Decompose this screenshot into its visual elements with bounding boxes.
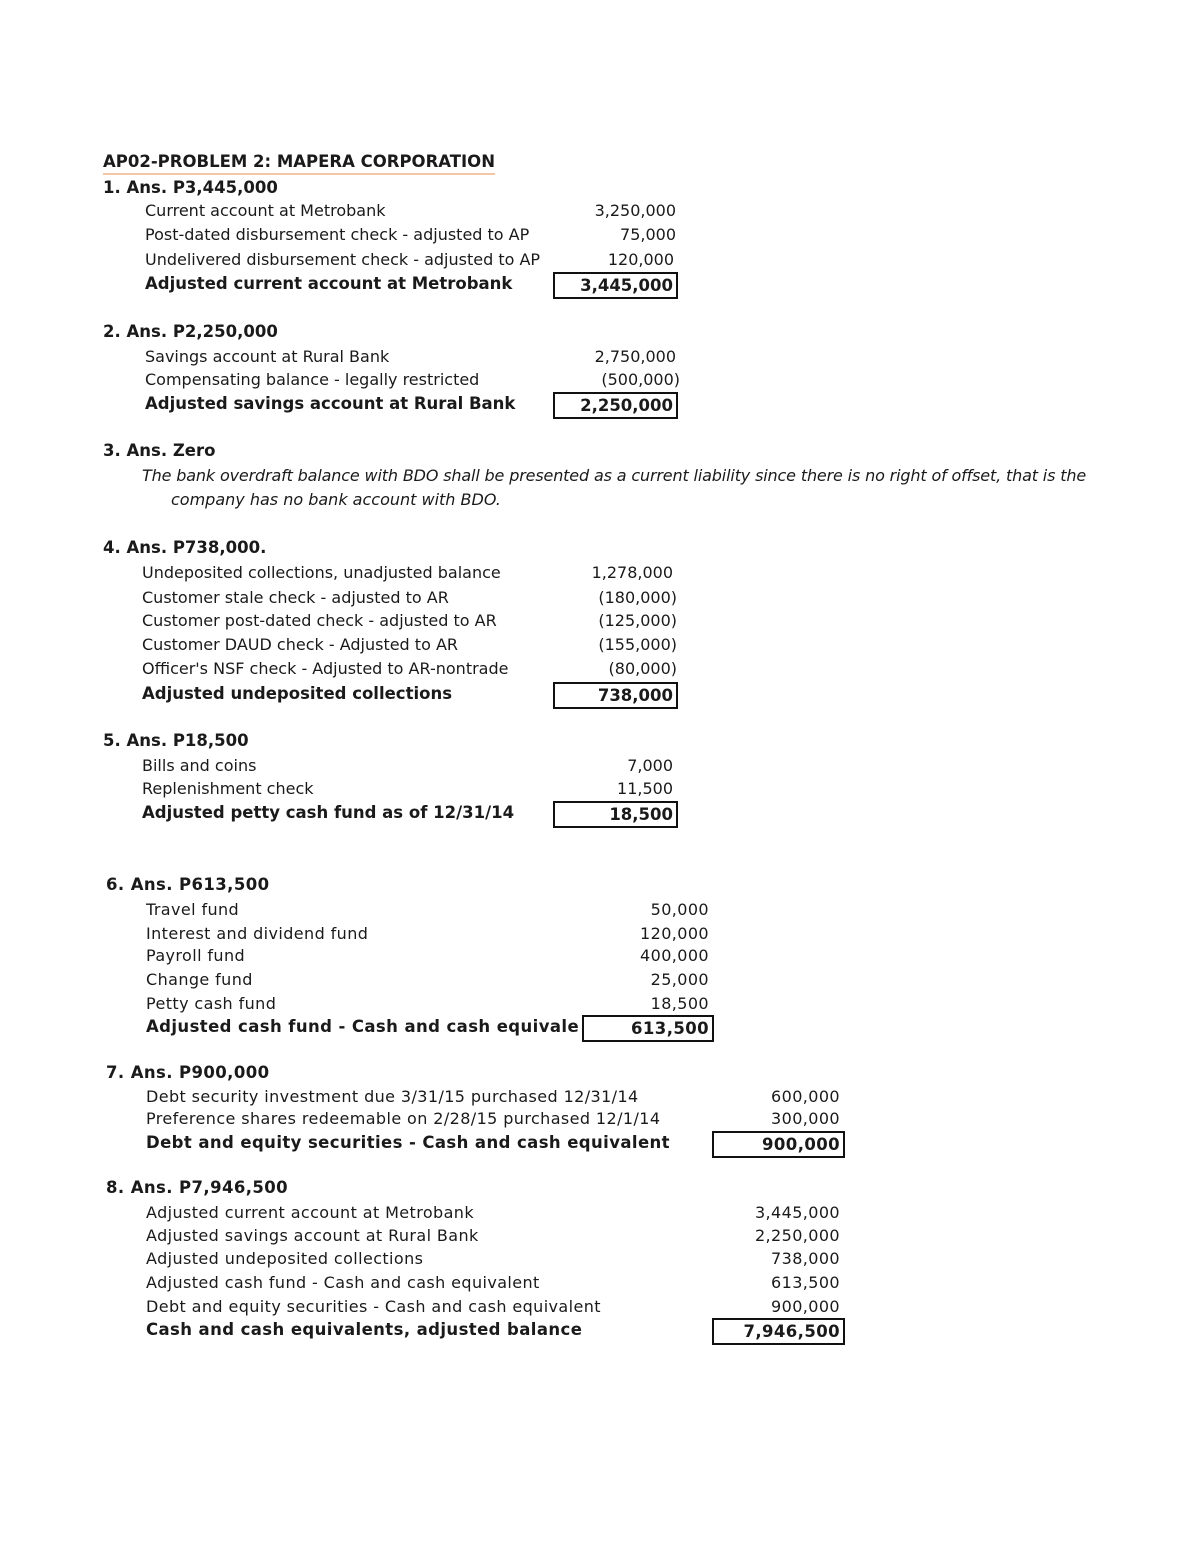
line-item-label: Bills and coins bbox=[142, 756, 257, 775]
answer-header: 7. Ans. P900,000 bbox=[106, 1063, 270, 1082]
line-item-value: 120,000 bbox=[640, 924, 709, 943]
line-item-value: 18,500 bbox=[650, 994, 709, 1013]
line-item-value: 120,000 bbox=[607, 250, 674, 269]
line-item-label: Savings account at Rural Bank bbox=[145, 347, 390, 366]
line-item-label: Customer post-dated check - adjusted to AR bbox=[142, 611, 497, 630]
answer-header: 8. Ans. P7,946,500 bbox=[106, 1178, 289, 1197]
answer-header: 4. Ans. P738,000. bbox=[103, 538, 267, 557]
total-value-box: 18,500 bbox=[553, 801, 678, 828]
line-item-value: 600,000 bbox=[771, 1087, 840, 1106]
line-item-value: 2,250,000 bbox=[754, 1226, 840, 1245]
explanation-note: The bank overdraft balance with BDO shall be presented as a current liability since there is no right of offset, that is the bbox=[142, 466, 1087, 485]
answer-header: 6. Ans. P613,500 bbox=[106, 875, 270, 894]
line-item-value: (180,000) bbox=[598, 588, 677, 607]
answer-header: 5. Ans. P18,500 bbox=[103, 731, 249, 750]
line-item-label: Adjusted undeposited collections bbox=[146, 1249, 424, 1268]
line-item-value: 900,000 bbox=[771, 1297, 840, 1316]
line-item-label: Travel fund bbox=[146, 900, 240, 919]
line-item-label: Customer DAUD check - Adjusted to AR bbox=[142, 635, 459, 654]
line-item-value: 25,000 bbox=[650, 970, 709, 989]
line-item-label: Petty cash fund bbox=[146, 994, 277, 1013]
line-item-value: 11,500 bbox=[617, 779, 673, 798]
line-item-label: Payroll fund bbox=[146, 946, 246, 965]
line-item-label: Undelivered disbursement check - adjusted to AP bbox=[145, 250, 541, 269]
total-label: Adjusted cash fund - Cash and cash equivale bbox=[146, 1017, 580, 1036]
line-item-label: Customer stale check - adjusted to AR bbox=[142, 588, 449, 607]
line-item-value: 738,000 bbox=[771, 1249, 840, 1268]
line-item-value: 1,278,000 bbox=[591, 563, 673, 582]
line-item-value: (155,000) bbox=[598, 635, 677, 654]
line-item-label: Undeposited collections, unadjusted balance bbox=[142, 563, 501, 582]
explanation-note: company has no bank account with BDO. bbox=[171, 490, 501, 509]
line-item-label: Interest and dividend fund bbox=[146, 924, 369, 943]
line-item-value: (500,000) bbox=[601, 370, 680, 389]
line-item-label: Compensating balance - legally restricted bbox=[145, 370, 480, 389]
line-item-label: Officer's NSF check - Adjusted to AR-nontrade bbox=[142, 659, 509, 678]
line-item-label: Adjusted current account at Metrobank bbox=[146, 1203, 475, 1222]
line-item-label: Preference shares redeemable on 2/28/15 purchased 12/1/14 bbox=[146, 1109, 661, 1128]
total-value-box: 2,250,000 bbox=[553, 392, 678, 419]
line-item-label: Debt security investment due 3/31/15 purchased 12/31/14 bbox=[146, 1087, 639, 1106]
page-title: AP02-PROBLEM 2: MAPERA CORPORATION bbox=[103, 152, 495, 175]
line-item-label: Adjusted savings account at Rural Bank bbox=[146, 1226, 479, 1245]
line-item-label: Change fund bbox=[146, 970, 253, 989]
line-item-value: (125,000) bbox=[598, 611, 677, 630]
line-item-label: Post-dated disbursement check - adjusted to AP bbox=[145, 225, 530, 244]
answer-header: 3. Ans. Zero bbox=[103, 441, 216, 460]
total-value-box: 613,500 bbox=[582, 1015, 714, 1042]
line-item-value: 3,250,000 bbox=[594, 201, 676, 220]
total-value-box: 738,000 bbox=[553, 682, 678, 709]
total-label: Debt and equity securities - Cash and cash equivalent bbox=[146, 1133, 670, 1152]
total-label: Adjusted petty cash fund as of 12/31/14 bbox=[142, 803, 515, 822]
line-item-value: (80,000) bbox=[608, 659, 677, 678]
line-item-label: Replenishment check bbox=[142, 779, 314, 798]
line-item-value: 300,000 bbox=[771, 1109, 840, 1128]
line-item-label: Adjusted cash fund - Cash and cash equivalent bbox=[146, 1273, 540, 1292]
line-item-value: 7,000 bbox=[627, 756, 673, 775]
line-item-value: 613,500 bbox=[771, 1273, 840, 1292]
line-item-value: 2,750,000 bbox=[594, 347, 676, 366]
answer-header: 2. Ans. P2,250,000 bbox=[103, 322, 278, 341]
line-item-value: 400,000 bbox=[640, 946, 709, 965]
line-item-value: 50,000 bbox=[650, 900, 709, 919]
total-label: Adjusted savings account at Rural Bank bbox=[145, 394, 516, 413]
line-item-label: Current account at Metrobank bbox=[145, 201, 386, 220]
line-item-label: Debt and equity securities - Cash and cash equivalent bbox=[146, 1297, 601, 1316]
total-label: Adjusted current account at Metrobank bbox=[145, 274, 513, 293]
total-value-box: 900,000 bbox=[712, 1131, 845, 1158]
total-value-box: 3,445,000 bbox=[553, 272, 678, 299]
answer-header: 1. Ans. P3,445,000 bbox=[103, 178, 278, 197]
total-label: Adjusted undeposited collections bbox=[142, 684, 453, 703]
line-item-value: 75,000 bbox=[620, 225, 676, 244]
total-value-box: 7,946,500 bbox=[712, 1318, 845, 1345]
line-item-value: 3,445,000 bbox=[754, 1203, 840, 1222]
total-label: Cash and cash equivalents, adjusted balance bbox=[146, 1320, 583, 1339]
